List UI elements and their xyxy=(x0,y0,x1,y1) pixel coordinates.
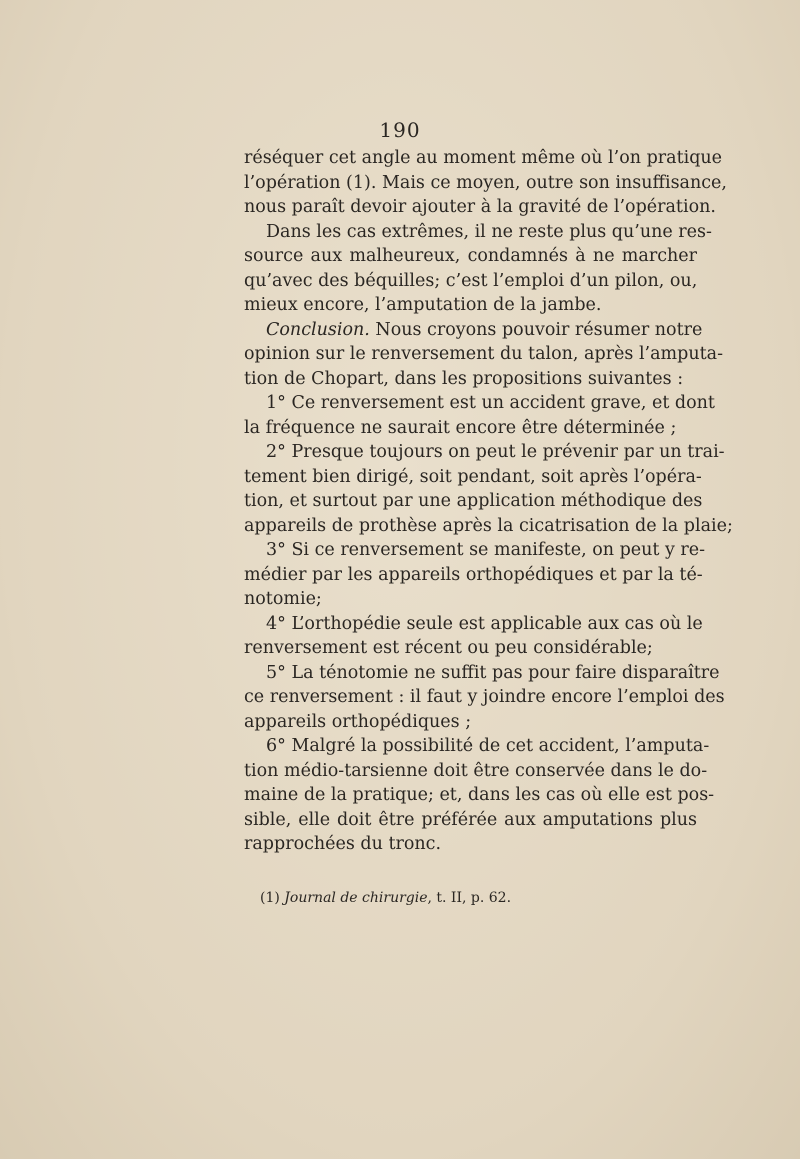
text-line-content: 6° Malgré la possibilité de cet accident, l’amputa- xyxy=(266,736,710,756)
text-line-content: rapprochées du tronc. xyxy=(244,834,442,854)
text-line-content: renversement est récent ou peu considérable; xyxy=(244,638,653,658)
text-line-content: réséquer cet angle au moment même où l’on pratique xyxy=(244,148,723,168)
text-line xyxy=(244,808,697,833)
text-line xyxy=(244,293,697,318)
text-line xyxy=(244,342,723,367)
text-line xyxy=(244,171,727,196)
text-line xyxy=(244,489,703,514)
text-line xyxy=(244,318,703,343)
text-line-content: sible, elle doit être préférée aux amputations plus xyxy=(244,809,697,830)
text-line-content: notomie; xyxy=(244,589,322,609)
text-line xyxy=(244,587,697,612)
text-line xyxy=(244,514,733,539)
text-line xyxy=(244,563,703,588)
text-line xyxy=(244,195,716,220)
text-line xyxy=(244,734,710,759)
text-line-content: appareils de prothèse après la cicatrisation de la plaie; xyxy=(244,515,733,536)
text-line-content: 3° Si ce renversement se manifeste, on peut y re- xyxy=(266,540,706,560)
text-line-content: qu’avec des béquilles; c’est l’emploi d’un pilon, ou, xyxy=(244,270,698,291)
text-line xyxy=(244,465,702,490)
text-line-content: tement bien dirigé, soit pendant, soit après l’opéra- xyxy=(244,466,702,487)
text-line xyxy=(244,391,715,416)
text-line xyxy=(244,440,725,465)
text-line xyxy=(244,661,720,686)
text-line xyxy=(244,636,697,661)
page-number: 190 xyxy=(379,118,421,142)
text-line-content: l’opération (1). Mais ce moyen, outre son insuffisance, xyxy=(244,172,727,193)
text-line xyxy=(244,832,697,857)
conclusion-heading: Conclusion. xyxy=(266,319,370,340)
text-line-content: tion médio-tarsienne doit être conservée dans le do- xyxy=(244,760,708,781)
text-line xyxy=(244,685,725,710)
body-text xyxy=(244,146,733,857)
text-line xyxy=(244,244,697,269)
text-line xyxy=(244,759,708,784)
text-line-content: 4° L’orthopédie seule est applicable aux cas où le xyxy=(266,613,703,634)
text-line xyxy=(244,220,712,245)
text-line-content: Nous croyons pouvoir résumer notre xyxy=(369,319,703,340)
text-line-content: nous paraît devoir ajouter à la gravité de l’opération. xyxy=(244,197,716,217)
text-line-content: mieux encore, l’amputation de la jambe. xyxy=(244,295,602,315)
text-line xyxy=(244,612,703,637)
footnote-source: Journal de chirurgie xyxy=(284,890,428,906)
text-line-content: tion, et surtout par une application méthodique des xyxy=(244,491,703,511)
text-line-content: Dans les cas extrêmes, il ne reste plus qu’une res- xyxy=(266,221,712,242)
text-line-content: 2° Presque toujours on peut le prévenir par un trai- xyxy=(266,442,725,462)
text-line xyxy=(244,367,697,392)
footnote xyxy=(260,888,680,908)
text-line-content: source aux malheureux, condamnés à ne marcher xyxy=(244,246,697,266)
text-line-content: tion de Chopart, dans les propositions suivantes : xyxy=(244,368,684,389)
text-line-content: médier par les appareils orthopédiques et par la té- xyxy=(244,564,703,585)
text-line-content: appareils orthopédiques ; xyxy=(244,711,472,732)
text-line xyxy=(244,269,697,294)
text-line-content: maine de la pratique; et, dans les cas où elle est pos- xyxy=(244,785,715,805)
text-line-content: la fréquence ne saurait encore être déterminée ; xyxy=(244,417,677,438)
text-line xyxy=(244,783,715,808)
footnote-mark: (1) xyxy=(260,890,280,906)
text-line xyxy=(244,416,697,441)
text-line-content: opinion sur le renversement du talon, après l’amputa- xyxy=(244,344,723,364)
text-line xyxy=(244,538,706,563)
text-line-content: ce renversement : il faut y joindre encore l’emploi des xyxy=(244,687,725,707)
text-line-content: 5° La ténotomie ne suffit pas pour faire disparaître xyxy=(266,662,720,683)
text-line xyxy=(244,710,697,735)
text-line-content: 1° Ce renversement est un accident grave, et dont xyxy=(266,393,715,413)
footnote-reference: , t. II, p. 62. xyxy=(427,890,512,906)
text-line xyxy=(244,146,723,171)
